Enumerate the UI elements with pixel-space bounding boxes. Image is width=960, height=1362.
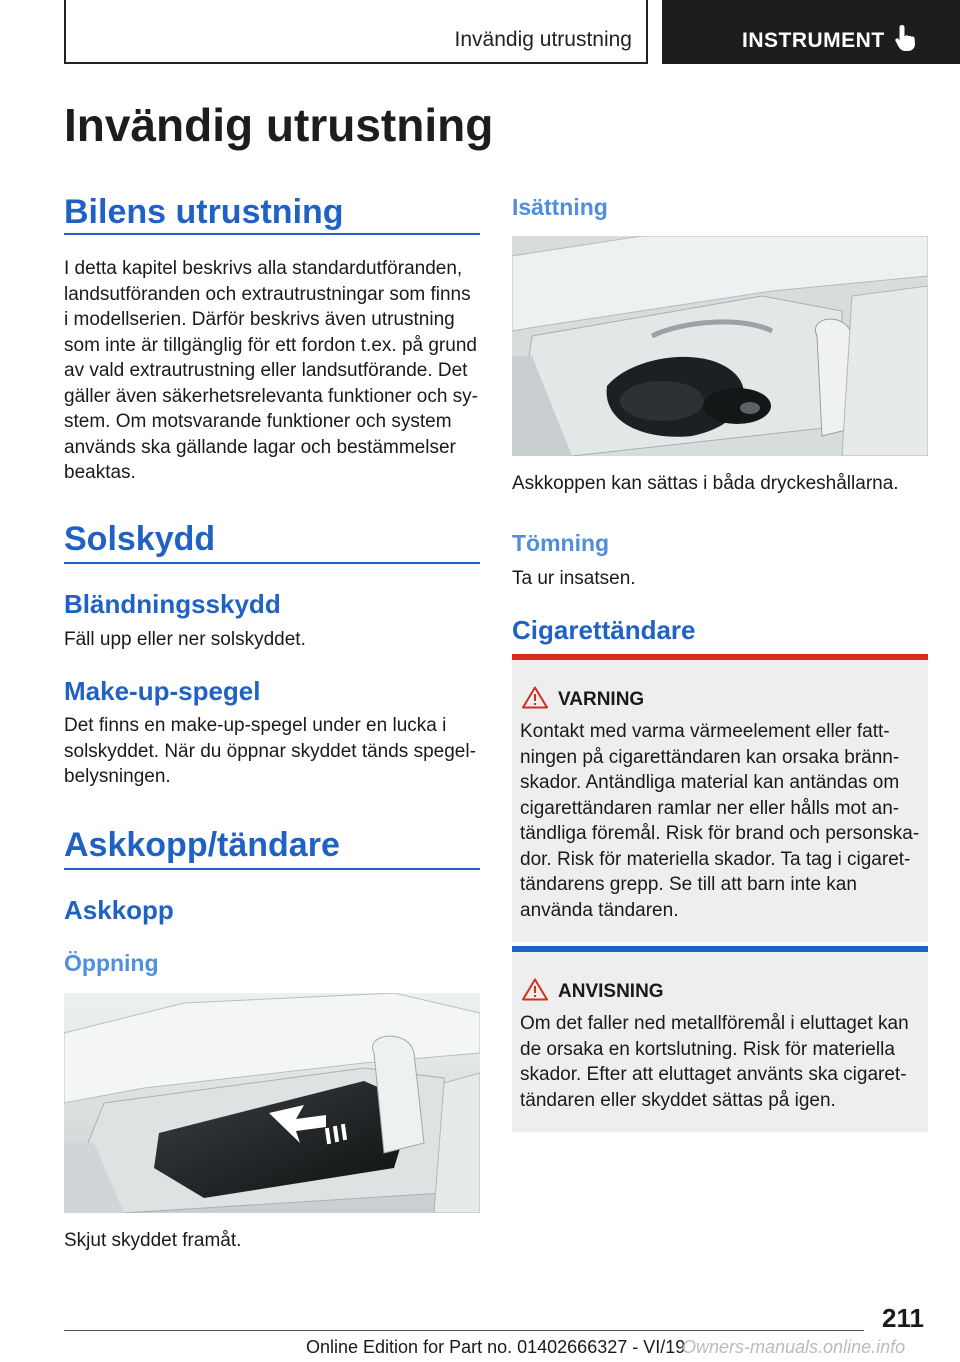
watermark: Owners-manuals.online.info (682, 1337, 906, 1357)
text-line: I detta kapitel beskrivs alla standardutföranden, (64, 258, 463, 279)
page-number: 211 (882, 1303, 924, 1333)
heading-cigarettandare: Cigarettändare (512, 615, 696, 645)
warning-box (512, 654, 928, 942)
text-line: tändliga föremål. Risk för brand och personska- (520, 823, 920, 844)
text-line: belysningen. (64, 766, 171, 787)
text-line: tändarens grepp. Se till att barn inte kan (520, 874, 857, 895)
header-chapter-label: INSTRUMENT (742, 29, 885, 52)
text-line: Det finns en make-up-spegel under en lucka i (64, 715, 447, 736)
footer-edition: Online Edition for Part no. 01402666327 - VI/19 (306, 1337, 686, 1357)
heading-blandningsskydd: Bländningsskydd (64, 589, 281, 619)
text-line: ningen på cigarettändaren kan orsaka bränn- (520, 746, 900, 768)
notice-title: ANVISNING (558, 981, 664, 1002)
text-line: i modellserien. Därför beskrivs även utrustning (64, 309, 455, 330)
heading-solskydd: Solskydd (64, 520, 216, 558)
pointing-hand-icon (894, 24, 918, 57)
footer-rule (64, 1330, 864, 1331)
text-line: Kontakt med varma värmeelement eller fatt- (520, 721, 890, 742)
header-section-frame (64, 0, 648, 64)
notice-text (520, 1011, 920, 1113)
text-line: används ska gällande lagar och bestämmelser (64, 436, 456, 458)
text-line: skador. Antändliga material kan antändas om (520, 772, 900, 793)
text-line: beaktas. (64, 462, 136, 483)
text-line: Om det faller ned metallföremål i eluttaget kan (520, 1013, 909, 1034)
heading-bilens-utrustning: Bilens utrustning (64, 193, 344, 231)
text-line: solskyddet. När du öppnar skyddet tänds spegel- (64, 740, 476, 762)
ashtray-insertion-image (512, 236, 928, 456)
text-line: dor. Risk för materiella skador. Ta tag i cigaret- (520, 848, 911, 870)
text-line: gäller även säkerhetsrelevanta funktioner och sy- (64, 385, 479, 407)
heading-make-up-spegel: Make-up-spegel (64, 676, 261, 706)
text-line: tändaren eller skyddet sättas på igen. (520, 1089, 836, 1111)
text-line: använda tändaren. (520, 899, 679, 921)
text-line: av vald extrautrustning eller landsutförande. Det (64, 360, 468, 381)
ashtray-insertion-caption: Askkoppen kan sättas i båda dryckeshållarna. (512, 473, 899, 494)
blandningsskydd-text: Fäll upp eller ner solskyddet. (64, 629, 306, 650)
text-line: cigarettändaren ramlar ner eller hålls mot an- (520, 797, 900, 819)
heading-askkopp-tandare: Askkopp/tändare (64, 826, 340, 864)
page-title: Invändig utrustning (64, 99, 494, 151)
warning-text (520, 719, 920, 923)
tomning-text: Ta ur insatsen. (512, 568, 636, 589)
ashtray-opening-caption: Skjut skyddet framåt. (64, 1230, 242, 1251)
make-up-spegel-paragraph (64, 713, 484, 790)
heading-askkopp: Askkopp (64, 895, 174, 925)
bilens-paragraph (64, 256, 484, 486)
ashtray-opening-image (64, 993, 480, 1213)
text-line: landsutföranden och extrautrustningar som finns (64, 283, 471, 305)
heading-rule (64, 868, 480, 870)
heading-tomning: Tömning (512, 530, 610, 556)
header-chapter-tab (662, 0, 960, 64)
heading-oppning: Öppning (64, 950, 159, 976)
heading-rule (64, 562, 480, 564)
text-line: stem. Om motsvarande funktioner och system (64, 411, 452, 432)
text-line: de orsaka en kortslutning. Risk för materiella (520, 1038, 895, 1060)
text-line: skador. Efter att eluttaget använts ska cigaret- (520, 1064, 907, 1085)
heading-rule (64, 233, 480, 235)
warning-title: VARNING (558, 689, 645, 710)
notice-triangle-icon (522, 978, 548, 1006)
text-line: som inte är tillgänglig för ett fordon t.ex. på grund (64, 334, 477, 356)
heading-isattning: Isättning (512, 194, 608, 220)
header-section-title: Invändig utrustning (454, 28, 632, 51)
notice-box (512, 946, 928, 1132)
warning-triangle-icon (522, 686, 548, 714)
